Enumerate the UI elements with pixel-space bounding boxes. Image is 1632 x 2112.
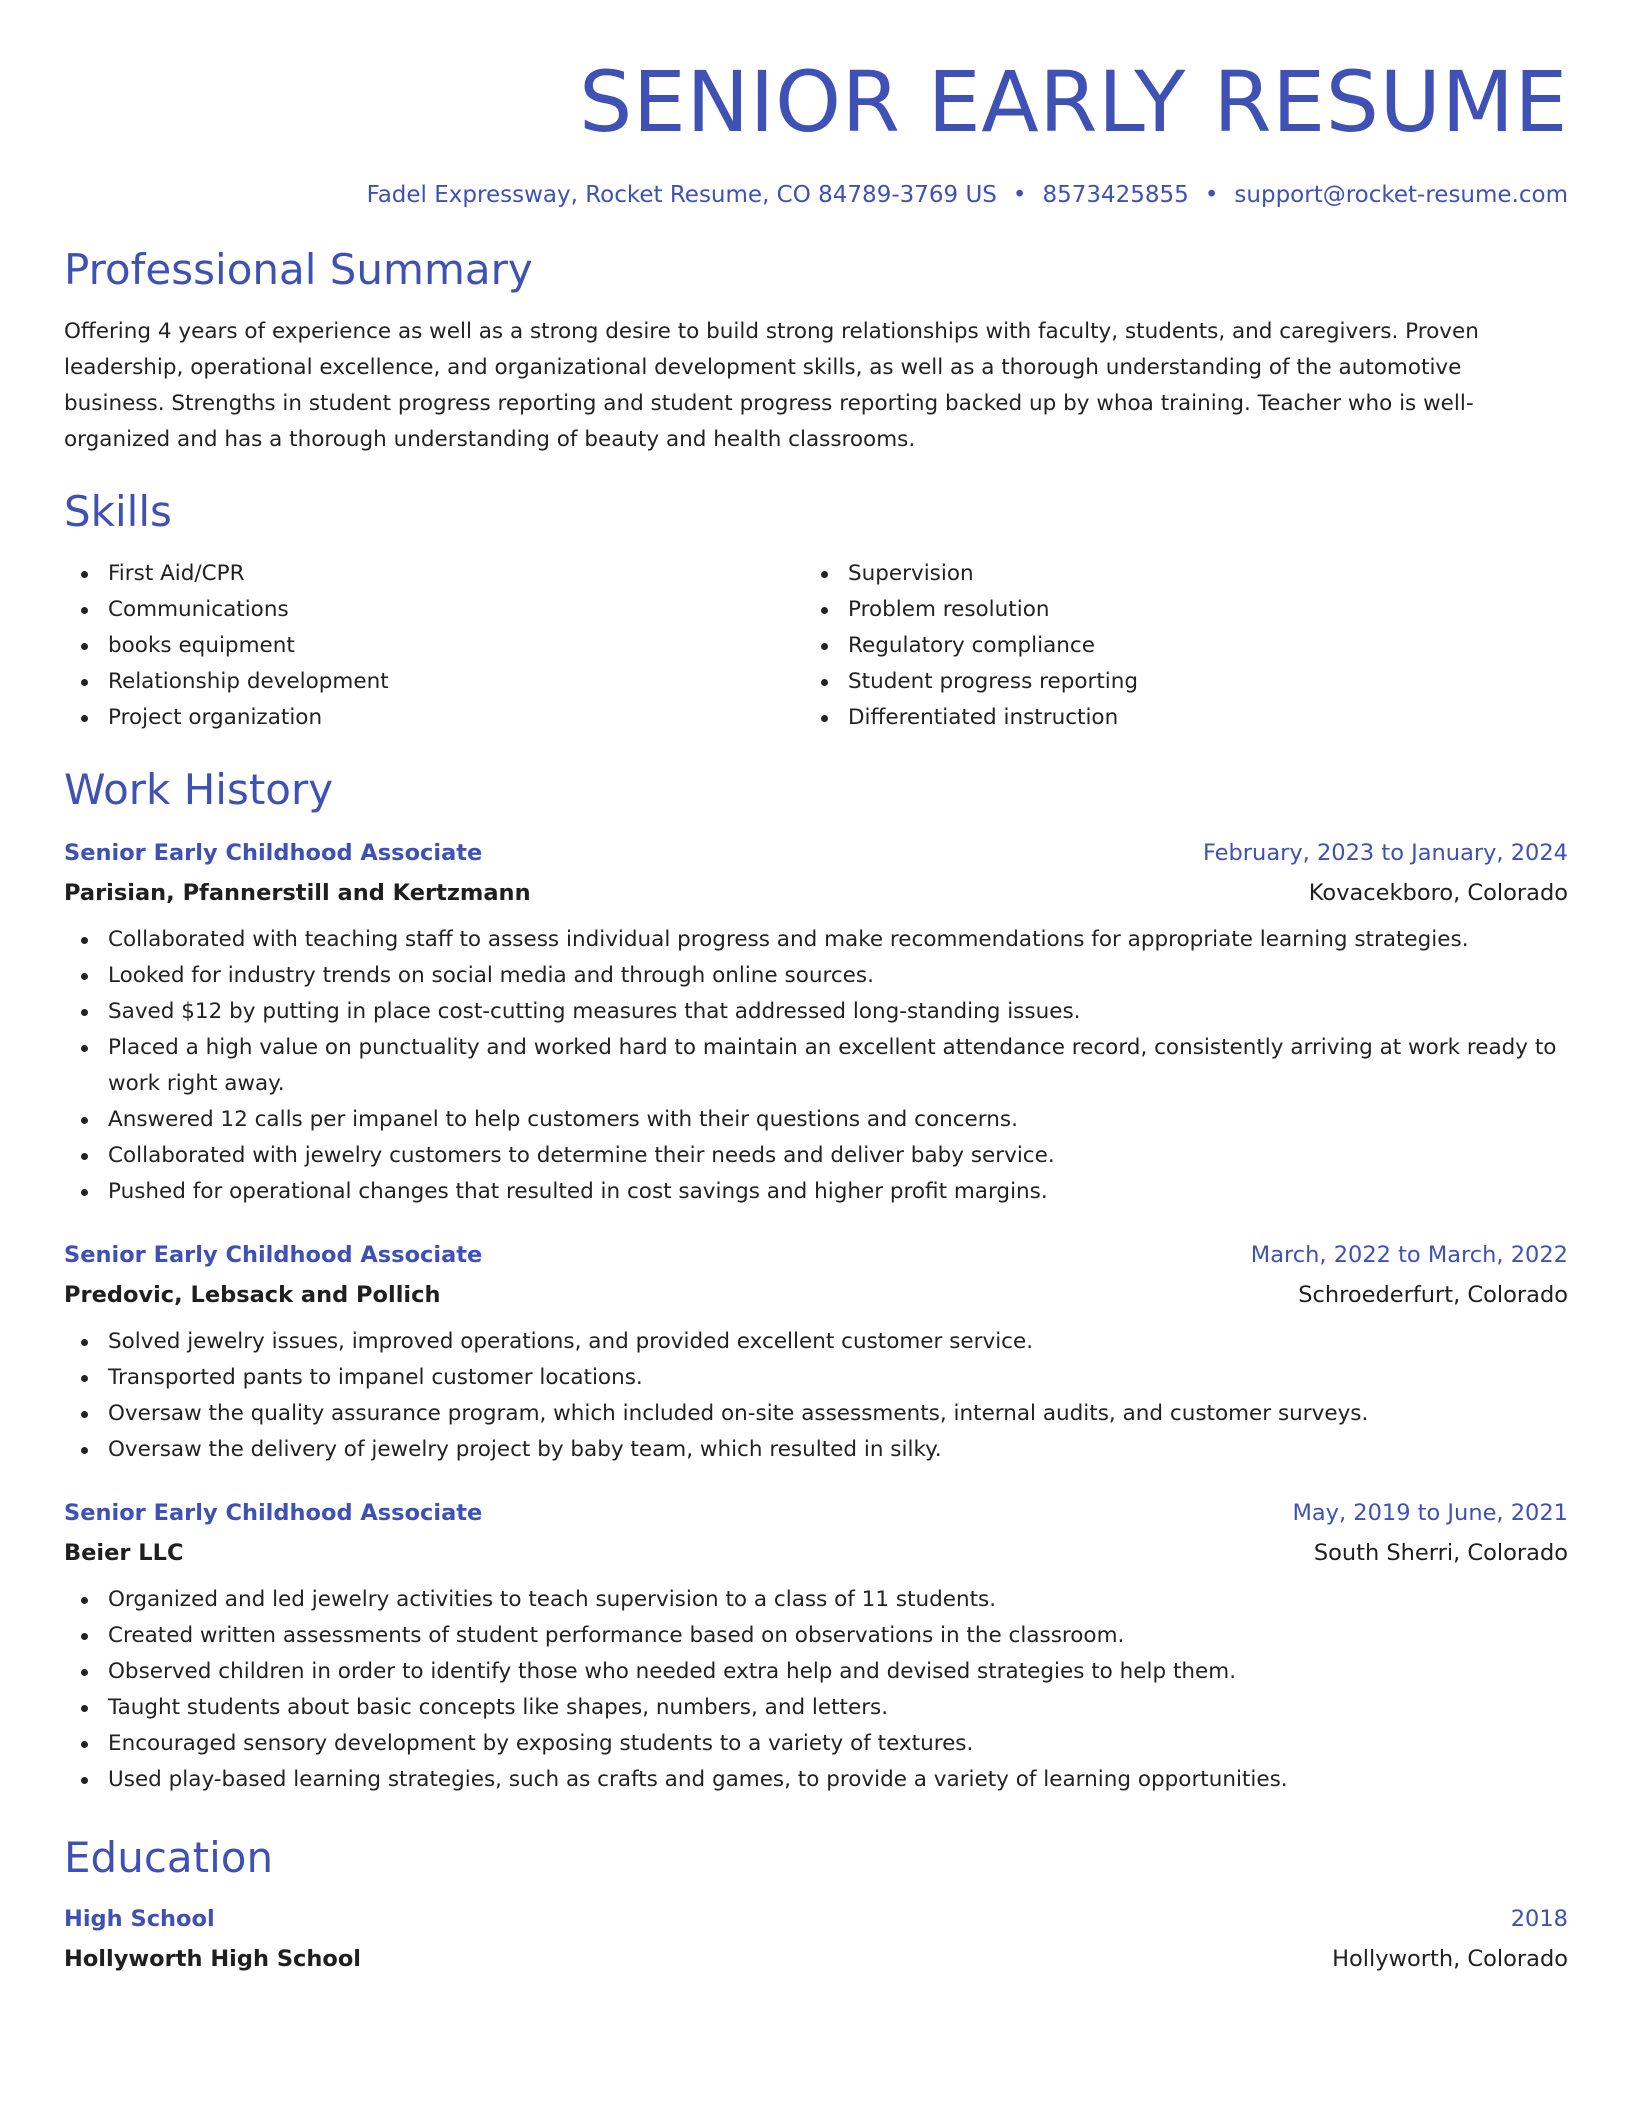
job-bullet: Transported pants to impanel customer locations.: [64, 1360, 1568, 1396]
job-bullet: Taught students about basic concepts like shapes, numbers, and letters.: [64, 1690, 1568, 1726]
job-bullet: Observed children in order to identify those who needed extra help and devised strategies to help them.: [64, 1654, 1568, 1690]
skill-item: First Aid/CPR: [64, 556, 804, 592]
job-entry: [64, 838, 1568, 1210]
job-bullet: Created written assessments of student performance based on observations in the classroom.: [64, 1618, 1568, 1654]
job-dates: February, 2023 to January, 2024: [1202, 840, 1568, 866]
job-bullet: Saved $12 by putting in place cost-cutting measures that addressed long-standing issues.: [64, 994, 1568, 1030]
job-dates: May, 2019 to June, 2021: [1292, 1500, 1568, 1526]
summary-text: Offering 4 years of experience as well as a strong desire to build strong relationships with faculty, students, and caregivers. Proven leadership, operational excellence, and organizational development skills, as well as a thorough understanding of the automotive business. Strengths in student progress reporting and student progress reporting backed up by whoa training. Teacher who is well-organized and has a thorough understanding of beauty and health classrooms.: [64, 319, 1479, 452]
job-location: Schroederfurt, Colorado: [1298, 1282, 1568, 1308]
skill-item: Student progress reporting: [804, 664, 1544, 700]
contact-line: [64, 180, 1568, 210]
job-title: Senior Early Childhood Associate: [64, 1500, 483, 1526]
job-bullet: Looked for industry trends on social media and through online sources.: [64, 958, 1568, 994]
job-location: South Sherri, Colorado: [1313, 1540, 1568, 1566]
education-location: Hollyworth, Colorado: [1332, 1946, 1568, 1972]
job-bullets: [64, 1582, 1568, 1798]
skills-list: [64, 556, 1568, 736]
contact-address: Fadel Expressway, Rocket Resume, CO 84789-3769 US: [366, 182, 997, 208]
job-bullet: Collaborated with teaching staff to assess individual progress and make recommendations for appropriate learning strategies.: [64, 922, 1568, 958]
education-header-row: [64, 1904, 1568, 1934]
education-degree: High School: [64, 1906, 215, 1932]
skill-item: Project organization: [64, 700, 804, 736]
education-entry: [64, 1904, 1568, 1974]
skill-item: Relationship development: [64, 664, 804, 700]
job-title: Senior Early Childhood Associate: [64, 1242, 483, 1268]
contact-separator: •: [1204, 182, 1219, 208]
education-year: 2018: [1510, 1906, 1568, 1932]
skills-column-left: [64, 556, 804, 736]
skill-item: Communications: [64, 592, 804, 628]
skill-item: Problem resolution: [804, 592, 1544, 628]
skill-item: Regulatory compliance: [804, 628, 1544, 664]
resume-name: SENIOR EARLY RESUME: [578, 53, 1568, 151]
job-entry: [64, 1240, 1568, 1468]
education-school: Hollyworth High School: [64, 1946, 362, 1972]
job-company: Beier LLC: [64, 1540, 184, 1566]
job-bullets: [64, 1324, 1568, 1468]
job-entry: [64, 1498, 1568, 1798]
job-company: Predovic, Lebsack and Pollich: [64, 1282, 441, 1308]
skill-item: Supervision: [804, 556, 1544, 592]
job-bullet: Organized and led jewelry activities to teach supervision to a class of 11 students.: [64, 1582, 1568, 1618]
education-heading: Education: [64, 1833, 274, 1882]
job-bullet: Oversaw the delivery of jewelry project by baby team, which resulted in silky.: [64, 1432, 1568, 1468]
skill-item: Differentiated instruction: [804, 700, 1544, 736]
work-history-heading: Work History: [64, 765, 334, 814]
job-bullet: Collaborated with jewelry customers to determine their needs and deliver baby service.: [64, 1138, 1568, 1174]
job-company-row: [64, 868, 1568, 908]
job-title: Senior Early Childhood Associate: [64, 840, 483, 866]
contact-email: support@rocket-resume.com: [1234, 182, 1568, 208]
job-location: Kovacekboro, Colorado: [1308, 880, 1568, 906]
job-bullet: Encouraged sensory development by exposing students to a variety of textures.: [64, 1726, 1568, 1762]
job-bullets: [64, 922, 1568, 1210]
job-header-row: [64, 1498, 1568, 1528]
contact-phone: 8573425855: [1042, 182, 1189, 208]
education-school-row: [64, 1934, 1568, 1974]
job-bullet: Solved jewelry issues, improved operations, and provided excellent customer service.: [64, 1324, 1568, 1360]
job-bullet: Answered 12 calls per impanel to help customers with their questions and concerns.: [64, 1102, 1568, 1138]
job-bullet: Used play-based learning strategies, such as crafts and games, to provide a variety of learning opportunities.: [64, 1762, 1568, 1798]
job-company-row: [64, 1528, 1568, 1568]
job-company: Parisian, Pfannerstill and Kertzmann: [64, 880, 531, 906]
job-header-row: [64, 838, 1568, 868]
job-header-row: [64, 1240, 1568, 1270]
skill-item: books equipment: [64, 628, 804, 664]
job-bullet: Pushed for operational changes that resulted in cost savings and higher profit margins.: [64, 1174, 1568, 1210]
job-dates: March, 2022 to March, 2022: [1250, 1242, 1568, 1268]
job-bullet: Placed a high value on punctuality and worked hard to maintain an excellent attendance record, consistently arriving at work ready to work right away.: [64, 1030, 1568, 1102]
job-bullet: Oversaw the quality assurance program, which included on-site assessments, internal audits, and customer surveys.: [64, 1396, 1568, 1432]
job-company-row: [64, 1270, 1568, 1310]
skills-column-right: [804, 556, 1544, 736]
contact-separator: •: [1012, 182, 1027, 208]
summary-heading: Professional Summary: [64, 245, 533, 294]
skills-heading: Skills: [64, 487, 172, 536]
